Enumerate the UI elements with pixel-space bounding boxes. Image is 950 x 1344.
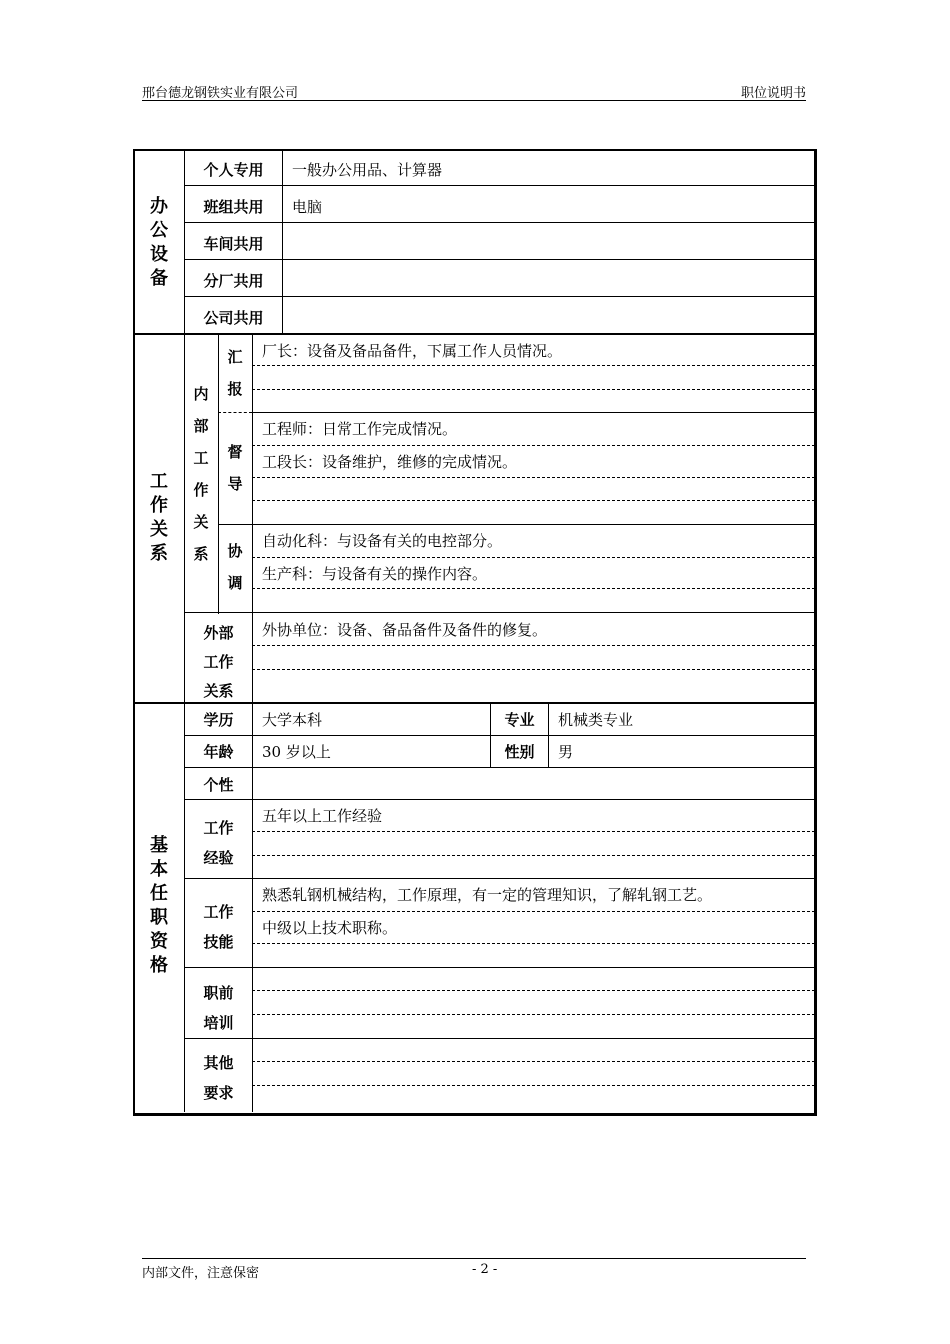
company-name: 邢台德龙钢铁实业有限公司 [142,86,299,101]
major-value: 机械类专业 [558,711,634,729]
report-label: 汇 报 [227,348,243,398]
equipment-label: 公司共用 [203,309,264,327]
external-relations-label: 外部 工作 关系 [203,624,234,700]
dashed-line [252,990,815,991]
dashed-line [252,477,815,478]
row-line [184,612,815,613]
row-line [184,1038,815,1039]
internal-divider [218,334,219,614]
education-value: 大学本科 [262,711,323,729]
dashed-line [252,557,815,558]
dashed-line [252,389,815,390]
skills-line: 中级以上技术职称。 [262,919,398,937]
age-label: 年龄 [203,743,234,761]
qual-label-divider [252,703,253,800]
dashed-line [252,1085,815,1086]
sub-divider [218,412,252,413]
coordinate-line: 生产科：与设备有关的操作内容。 [262,565,488,583]
label-divider [282,151,283,334]
row-line [184,767,815,768]
supervise-line: 工程师：日常工作完成情况。 [262,420,458,438]
confidential-note: 内部文件，注意保密 [142,1266,260,1281]
supervise-label: 督 导 [227,443,243,493]
supervise-line: 工段长：设备维护，维修的完成情况。 [262,453,518,471]
dashed-line [252,855,815,856]
education-label: 学历 [203,711,234,729]
document-type: 职位说明书 [740,86,806,101]
dashed-line [252,1061,815,1062]
row-line [252,412,815,413]
dashed-line [252,500,815,501]
row-line [184,799,815,800]
dashed-line [252,911,815,912]
equipment-value: 电脑 [292,198,323,216]
other-requirements-label: 其他 要求 [203,1054,234,1102]
skills-label: 工作 技能 [203,903,234,951]
external-line: 外协单位：设备、备品备件及备件的修复。 [262,621,548,639]
dashed-line [252,943,815,944]
skills-line: 熟悉轧钢机械结构，工作原理，有一定的管理知识，了解轧钢工艺。 [262,886,713,904]
major-label: 专业 [504,711,535,729]
personality-label: 个性 [203,776,234,794]
age-value: 30 岁以上 [262,743,331,761]
row-line [218,524,815,525]
equipment-label: 分厂共用 [203,272,264,290]
report-line: 厂长：设备及备品备件，下属工作人员情况。 [262,342,563,360]
row-line [184,967,815,968]
equipment-label: 车间共用 [203,235,264,253]
dashed-line [252,831,815,832]
office-equipment-section-label: 办 公 设 备 [150,196,168,289]
row-line [184,185,815,186]
row-line [184,878,815,879]
page-header [142,80,806,101]
coordinate-label: 协 调 [227,542,243,592]
gender-value: 男 [558,743,574,761]
dashed-line [252,1014,815,1015]
experience-label: 工作 经验 [203,819,234,867]
row-line [184,222,815,223]
training-label: 职前 培训 [203,984,234,1032]
equipment-value: 一般办公用品、计算器 [292,161,443,179]
qualifications-section-label: 基 本 任 职 资 格 [150,835,168,976]
dashed-line [252,669,815,670]
page-footer [142,1258,806,1281]
dashed-line [252,365,815,366]
dashed-line [252,445,815,446]
dashed-line [252,588,815,589]
work-relations-section-label: 工 作 关 系 [150,471,168,564]
dashed-line [252,645,815,646]
section-line [135,333,815,335]
equipment-label: 班组共用 [203,198,264,216]
coordinate-line: 自动化科：与设备有关的电控部分。 [262,532,503,550]
row-line [184,259,815,260]
internal-relations-label: 内 部 工 作 关 系 [193,385,209,563]
row-line [184,296,815,297]
qual-divider [252,800,253,1112]
experience-value: 五年以上工作经验 [262,807,383,825]
row-line [184,735,815,736]
page-number: - 2 - [472,1262,498,1277]
equipment-label: 个人专用 [203,161,264,179]
gender-label: 性别 [504,743,535,761]
